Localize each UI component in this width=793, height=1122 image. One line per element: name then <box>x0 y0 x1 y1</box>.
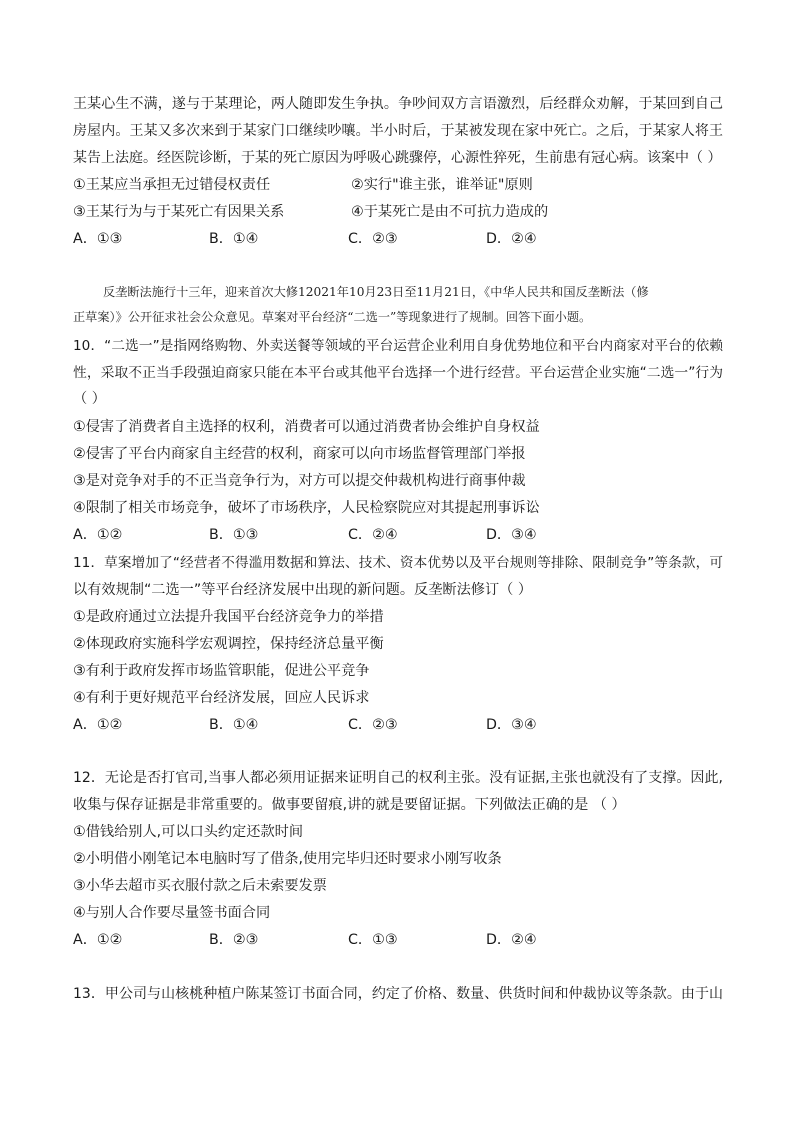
q9-choice-c[interactable]: C．②③ <box>348 231 398 247</box>
q12-statement-1: ①借钱给别人,可以口头约定还款时间 <box>73 824 304 840</box>
q11-statement-2: ②体现政府实施科学宏观调控，保持经济总量平衡 <box>73 636 384 652</box>
q9-choice-d[interactable]: D．②④ <box>486 231 537 247</box>
q12-choice-d[interactable]: D．②④ <box>486 932 537 948</box>
q11-statement-3: ③有利于政府发挥市场监管职能，促进公平竞争 <box>73 663 370 679</box>
q11-choice-d[interactable]: D．③④ <box>486 717 537 733</box>
q11-stem-line-1: 11．草案增加了“经营者不得滥用数据和算法、技术、资本优势以及平台规则等排除、限制竞争”等条款，可 <box>73 555 723 571</box>
q12-stem-line-2: 收集与保存证据是非常重要的。做事要留痕,讲的就是要留证据。下列做法正确的是 （ ） <box>73 797 626 813</box>
q10-stem-line-1: 10．“二选一”是指网络购物、外卖送餐等领域的平台运营企业利用自身优势地位和平台内商家对平台的依赖 <box>73 338 723 354</box>
q12-choice-c[interactable]: C．①③ <box>348 932 398 948</box>
q12-statement-2: ②小明借小刚笔记本电脑时写了借条,使用完毕归还时要求小刚写收条 <box>73 851 502 867</box>
q10-statement-4: ④限制了相关市场竞争，破坏了市场秩序，人民检察院应对其提起刑事诉讼 <box>73 500 540 516</box>
q9-statement-3: ③王某行为与于某死亡有因果关系 <box>73 204 285 220</box>
q10-stem-line-2: 性，采取不正当手段强迫商家只能在本平台或其他平台选择一个进行经营。平台运营企业实施“二选一”行为 <box>73 365 723 381</box>
q9-choices <box>73 230 723 248</box>
q12-choice-a[interactable]: A．①② <box>73 932 123 948</box>
q12-statement-4: ④与别人合作要尽量签书面合同 <box>73 905 271 921</box>
q12-choices <box>73 931 723 949</box>
material-intro-line-1: 反垄断法施行十三年，迎来首次大修12021年10月23日至11月21日，《中华人民共和国反垄断法（修 <box>103 285 649 299</box>
q11-statement-1: ①是政府通过立法提升我国平台经济竞争力的举措 <box>73 609 384 625</box>
q10-choice-a[interactable]: A．①② <box>73 527 123 543</box>
q10-statement-1: ①侵害了消费者自主选择的权利，消费者可以通过消费者协会维护自身权益 <box>73 419 540 435</box>
q10-statement-2: ②侵害了平台内商家自主经营的权利，商家可以向市场监督管理部门举报 <box>73 446 526 462</box>
q11-stem-line-2: 以有效规制“二选一”等平台经济发展中出现的新问题。反垄断法修订（ ） <box>73 582 533 598</box>
q9-line-3: 某告上法庭。经医院诊断，于某的死亡原因为呼吸心跳骤停，心源性猝死，生前患有冠心病。该案中（ ） <box>73 150 722 166</box>
q10-choice-b[interactable]: B．①③ <box>209 527 259 543</box>
q9-choice-b[interactable]: B．①④ <box>209 231 259 247</box>
q9-statement-row-1 <box>73 176 723 194</box>
q11-choice-a[interactable]: A．①② <box>73 717 123 733</box>
material-intro-line-2: 正草案）》公开征求社会公众意见。草案对平台经济“二选一”等现象进行了规制。回答下面小题。 <box>73 310 592 324</box>
q11-choice-c[interactable]: C．②③ <box>348 717 398 733</box>
q9-statement-row-2 <box>73 203 723 221</box>
q10-choice-d[interactable]: D．③④ <box>486 527 537 543</box>
q10-choice-c[interactable]: C．②④ <box>348 527 398 543</box>
q9-line-2: 房屋内。王某又多次来到于某家门口继续吵嚷。半小时后，于某被发现在家中死亡。之后，于某家人将王 <box>73 123 723 139</box>
q12-statement-3: ③小华去超市买衣服付款之后未索要发票 <box>73 878 327 894</box>
q12-stem-line-1: 12．无论是否打官司,当事人都必须用证据来证明自己的权利主张。没有证据,主张也就没有了支撑。因此, <box>73 770 723 786</box>
q10-stem-line-3: （ ） <box>73 391 106 407</box>
q11-choices <box>73 716 723 734</box>
q12-choice-b[interactable]: B．②③ <box>209 932 259 948</box>
q10-statement-3: ③是对竞争对手的不正当竞争行为，对方可以提交仲裁机构进行商事仲裁 <box>73 473 526 489</box>
q9-statement-2: ②实行"谁主张，谁举证"原则 <box>351 177 533 193</box>
q11-statement-4: ④有利于更好规范平台经济发展，回应人民诉求 <box>73 690 370 706</box>
q9-choice-a[interactable]: A．①③ <box>73 231 123 247</box>
q11-choice-b[interactable]: B．①④ <box>209 717 259 733</box>
q9-statement-4: ④于某死亡是由不可抗力造成的 <box>351 204 549 220</box>
q9-statement-1: ①王某应当承担无过错侵权责任 <box>73 177 271 193</box>
q13-stem-line-1: 13．甲公司与山核桃种植户陈某签订书面合同，约定了价格、数量、供货时间和仲裁协议等条款。由于山 <box>73 986 723 1002</box>
q10-choices <box>73 526 723 544</box>
q9-line-1: 王某心生不满，遂与于某理论，两人随即发生争执。争吵间双方言语激烈，后经群众劝解，于某回到自己 <box>73 96 723 112</box>
